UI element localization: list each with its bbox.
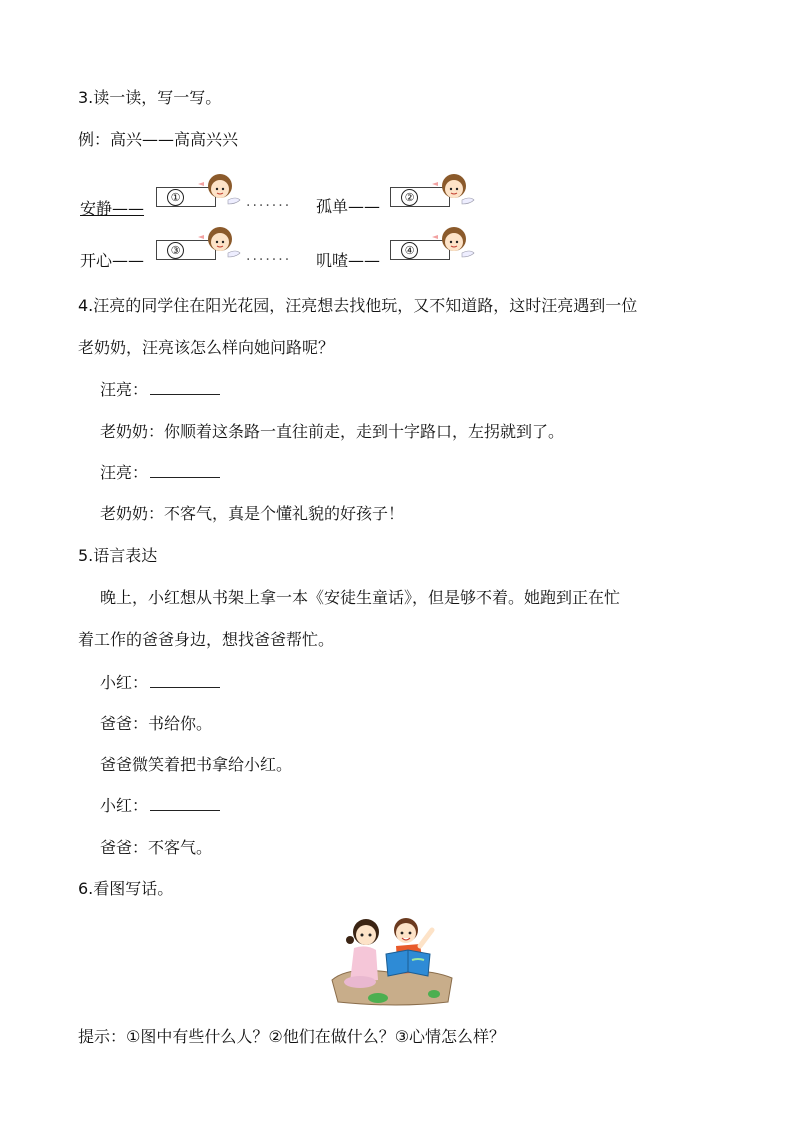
q4-title-line1: 4.汪亮的同学住在阳光花园，汪亮想去找他玩，又不知道路，这时汪亮遇到一位 bbox=[78, 296, 638, 315]
q3-word-kaixin: 开心—— bbox=[80, 251, 145, 270]
speaker-label: 小红： bbox=[100, 796, 149, 815]
answer-blank[interactable] bbox=[150, 463, 220, 478]
q6-hint: 提示：①图中有些什么人？②他们在做什么？③心情怎么样？ bbox=[78, 1027, 506, 1046]
answer-blank[interactable] bbox=[150, 796, 220, 811]
girl-mascot-icon bbox=[198, 170, 244, 212]
circle-number-4: ④ bbox=[401, 242, 418, 259]
q4-dialog-2: 老奶奶：你顺着这条路一直往前走，走到十字路口，左拐就到了。 bbox=[100, 422, 565, 441]
children-reading-illustration bbox=[328, 910, 456, 1008]
q5-dialog-5: 爸爸：不客气。 bbox=[100, 838, 213, 857]
circle-number-3: ③ bbox=[167, 242, 184, 259]
speaker-label: 小红： bbox=[100, 673, 149, 692]
q3-word-jizha: 叽喳—— bbox=[316, 251, 381, 270]
q3-title: 3.读一读，写一写。 bbox=[78, 88, 222, 107]
girl-mascot-icon bbox=[432, 170, 478, 212]
speaker-label: 汪亮： bbox=[100, 380, 149, 399]
q5-dialog-1 bbox=[100, 673, 220, 693]
answer-blank[interactable] bbox=[150, 380, 220, 395]
q3-dots-1: ······· bbox=[246, 198, 292, 214]
q5-title: 5.语言表达 bbox=[78, 546, 158, 565]
girl-mascot-icon bbox=[198, 223, 244, 265]
q3-dots-2: ······· bbox=[246, 252, 292, 268]
circle-number-1: ① bbox=[167, 189, 184, 206]
q3-word-gudan: 孤单—— bbox=[316, 197, 381, 216]
q4-dialog-1 bbox=[100, 380, 220, 400]
q4-title-line2: 老奶奶，汪亮该怎么样向她问路呢？ bbox=[78, 338, 335, 357]
answer-blank[interactable] bbox=[150, 673, 220, 688]
q5-dialog-3: 爸爸微笑着把书拿给小红。 bbox=[100, 755, 293, 774]
girl-mascot-icon bbox=[432, 223, 478, 265]
q5-paragraph-line2: 着工作的爸爸身边，想找爸爸帮忙。 bbox=[78, 630, 335, 649]
q3-word-anjing: 安静—— bbox=[80, 199, 145, 218]
circle-number-2: ② bbox=[401, 189, 418, 206]
q4-dialog-4: 老奶奶：不客气，真是个懂礼貌的好孩子！ bbox=[100, 504, 405, 523]
q5-dialog-4 bbox=[100, 796, 220, 816]
q5-dialog-2: 爸爸：书给你。 bbox=[100, 714, 213, 733]
q4-dialog-3 bbox=[100, 463, 220, 483]
q6-title: 6.看图写话。 bbox=[78, 879, 174, 898]
q5-paragraph-line1: 晚上，小红想从书架上拿一本《安徒生童话》，但是够不着。她跑到正在忙 bbox=[100, 588, 621, 607]
speaker-label: 汪亮： bbox=[100, 463, 149, 482]
q3-example: 例：高兴——高高兴兴 bbox=[78, 130, 239, 149]
